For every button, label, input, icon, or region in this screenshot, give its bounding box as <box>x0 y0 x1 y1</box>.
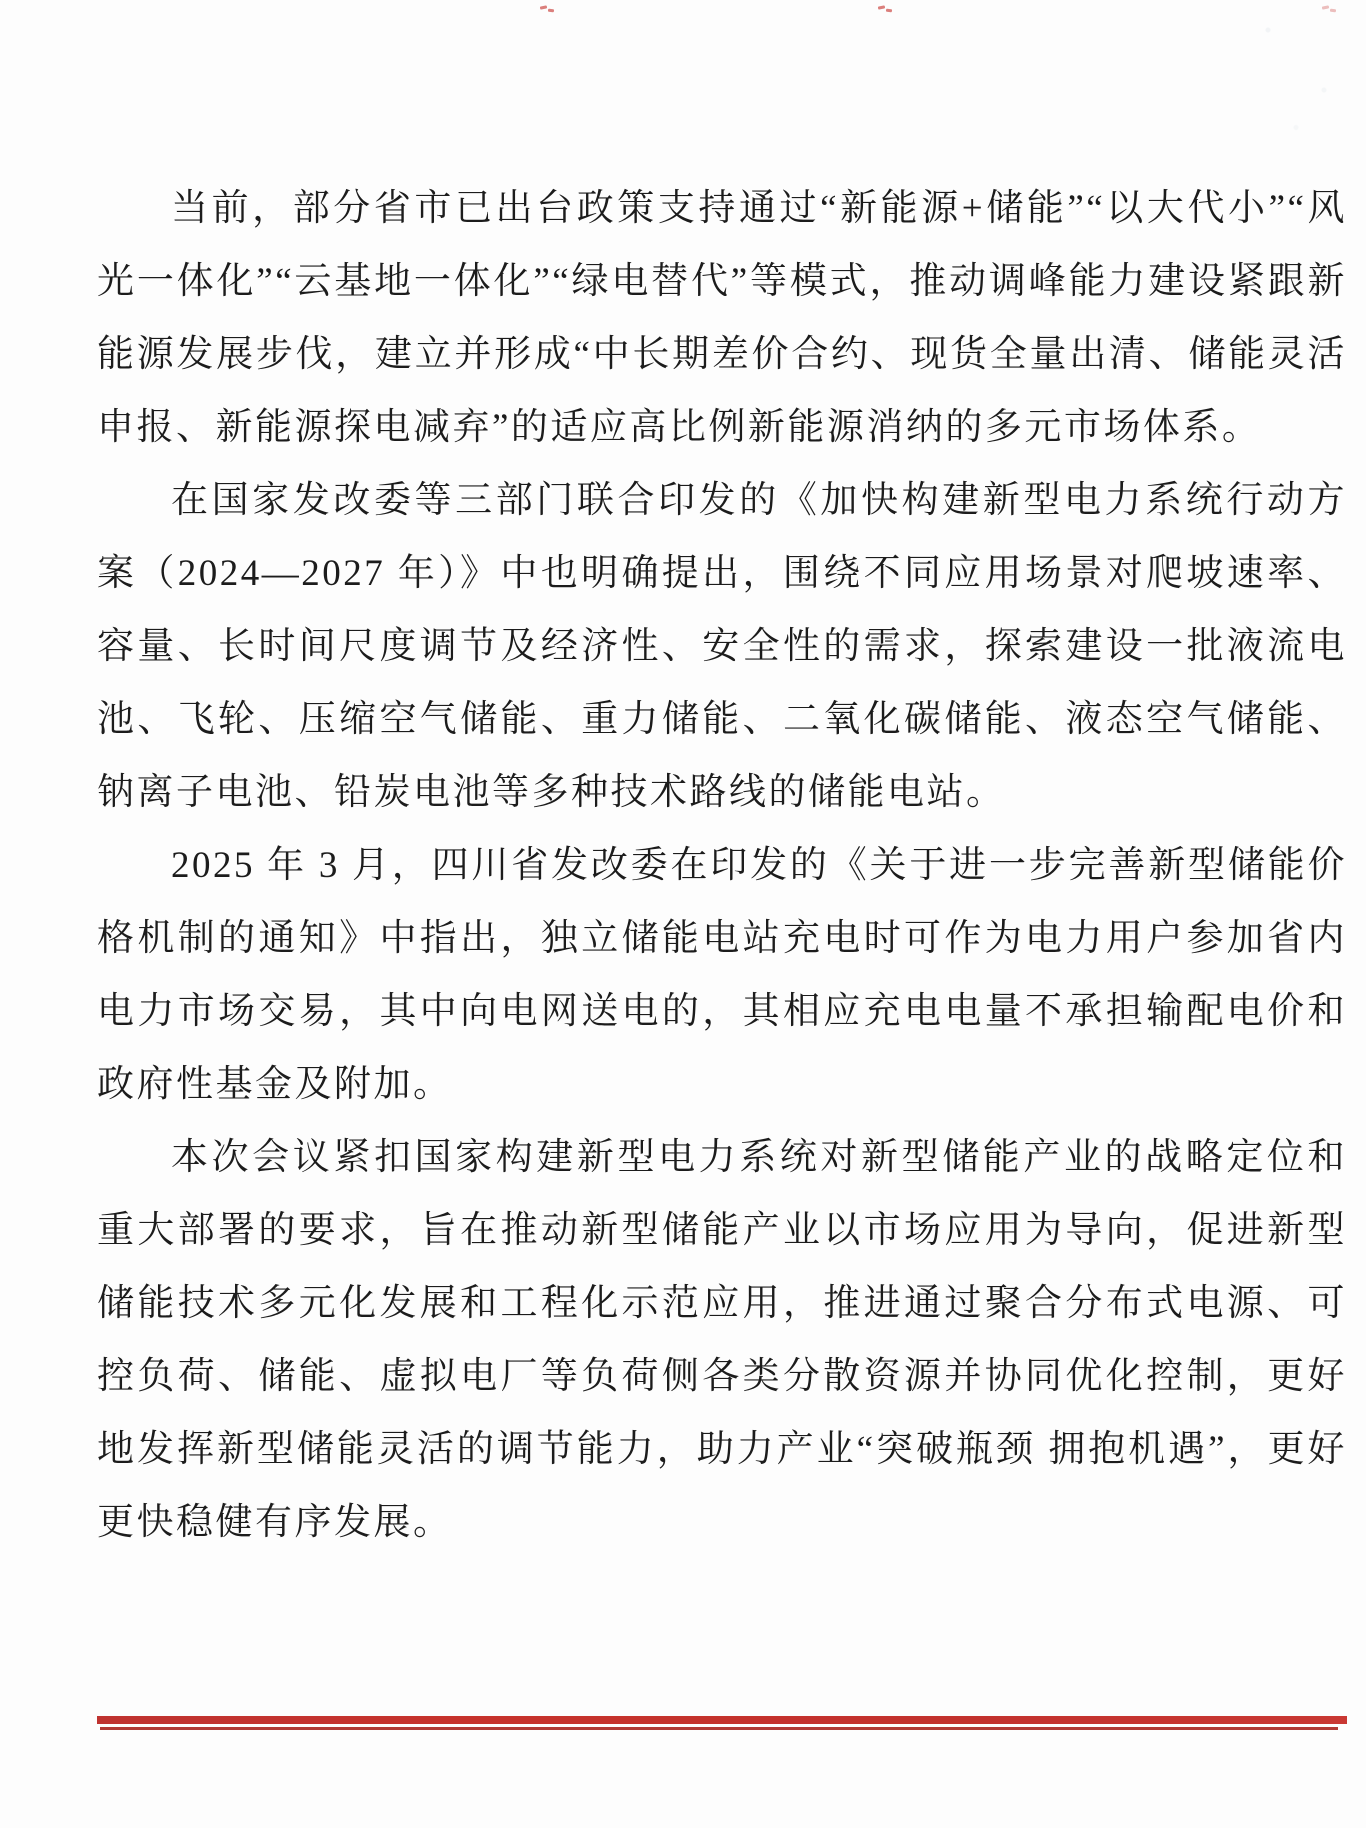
paragraph-conference-purpose: 本次会议紧扣国家构建新型电力系统对新型储能产业的战略定位和重大部署的要求，旨在推动新型储能产业以市场应用为导向，促进新型储能技术多元化发展和工程化示范应用，推进通过聚合分布式电源、可控负荷、储能、虚拟电厂等负荷侧各类分散资源并协同优化控制，更好地发挥新型储能灵活的调节能力，助力产业“突破瓶颈 拥抱机遇”，更好更快稳健有序发展。 <box>97 1137 1347 1543</box>
paragraph-policy-models: 当前，部分省市已出台政策支持通过“新能源+储能”“以大代小”“风光一体化”“云基地一体化”“绿电替代”等模式，推动调峰能力建设紧跟新能源发展步伐，建立并形成“中长期差价合约、现货全量出清、储能灵活申报、新能源探电减弃”的适应高比例新能源消纳的多元市场体系。 <box>97 188 1347 448</box>
red-print-mark-icon <box>878 5 894 15</box>
document-body <box>97 172 1347 1559</box>
red-print-mark-icon <box>540 5 556 15</box>
footer-rule-thick-line <box>97 1716 1347 1724</box>
scan-noise-artifact <box>1226 0 1366 150</box>
paragraph-sichuan-notice: 2025 年 3 月，四川省发改委在印发的《关于进一步完善新型储能价格机制的通知》中指出，独立储能电站充电时可作为电力用户参加省内电力市场交易，其中向电网送电的，其相应充电电量不承担输配电价和政府性基金及附加。 <box>97 845 1347 1105</box>
footer-red-rule <box>97 1716 1347 1730</box>
red-print-mark-icon <box>1322 5 1338 15</box>
paragraph-action-plan: 在国家发改委等三部门联合印发的《加快构建新型电力系统行动方案（2024—2027 年）》中也明确提出，围绕不同应用场景对爬坡速率、容量、长时间尺度调节及经济性、安全性的需求，探索建设一批液流电池、飞轮、压缩空气储能、重力储能、二氧化碳储能、液态空气储能、钠离子电池、铅炭电池等多种技术路线的储能电站。 <box>97 480 1347 813</box>
footer-rule-thin-line <box>100 1727 1338 1730</box>
